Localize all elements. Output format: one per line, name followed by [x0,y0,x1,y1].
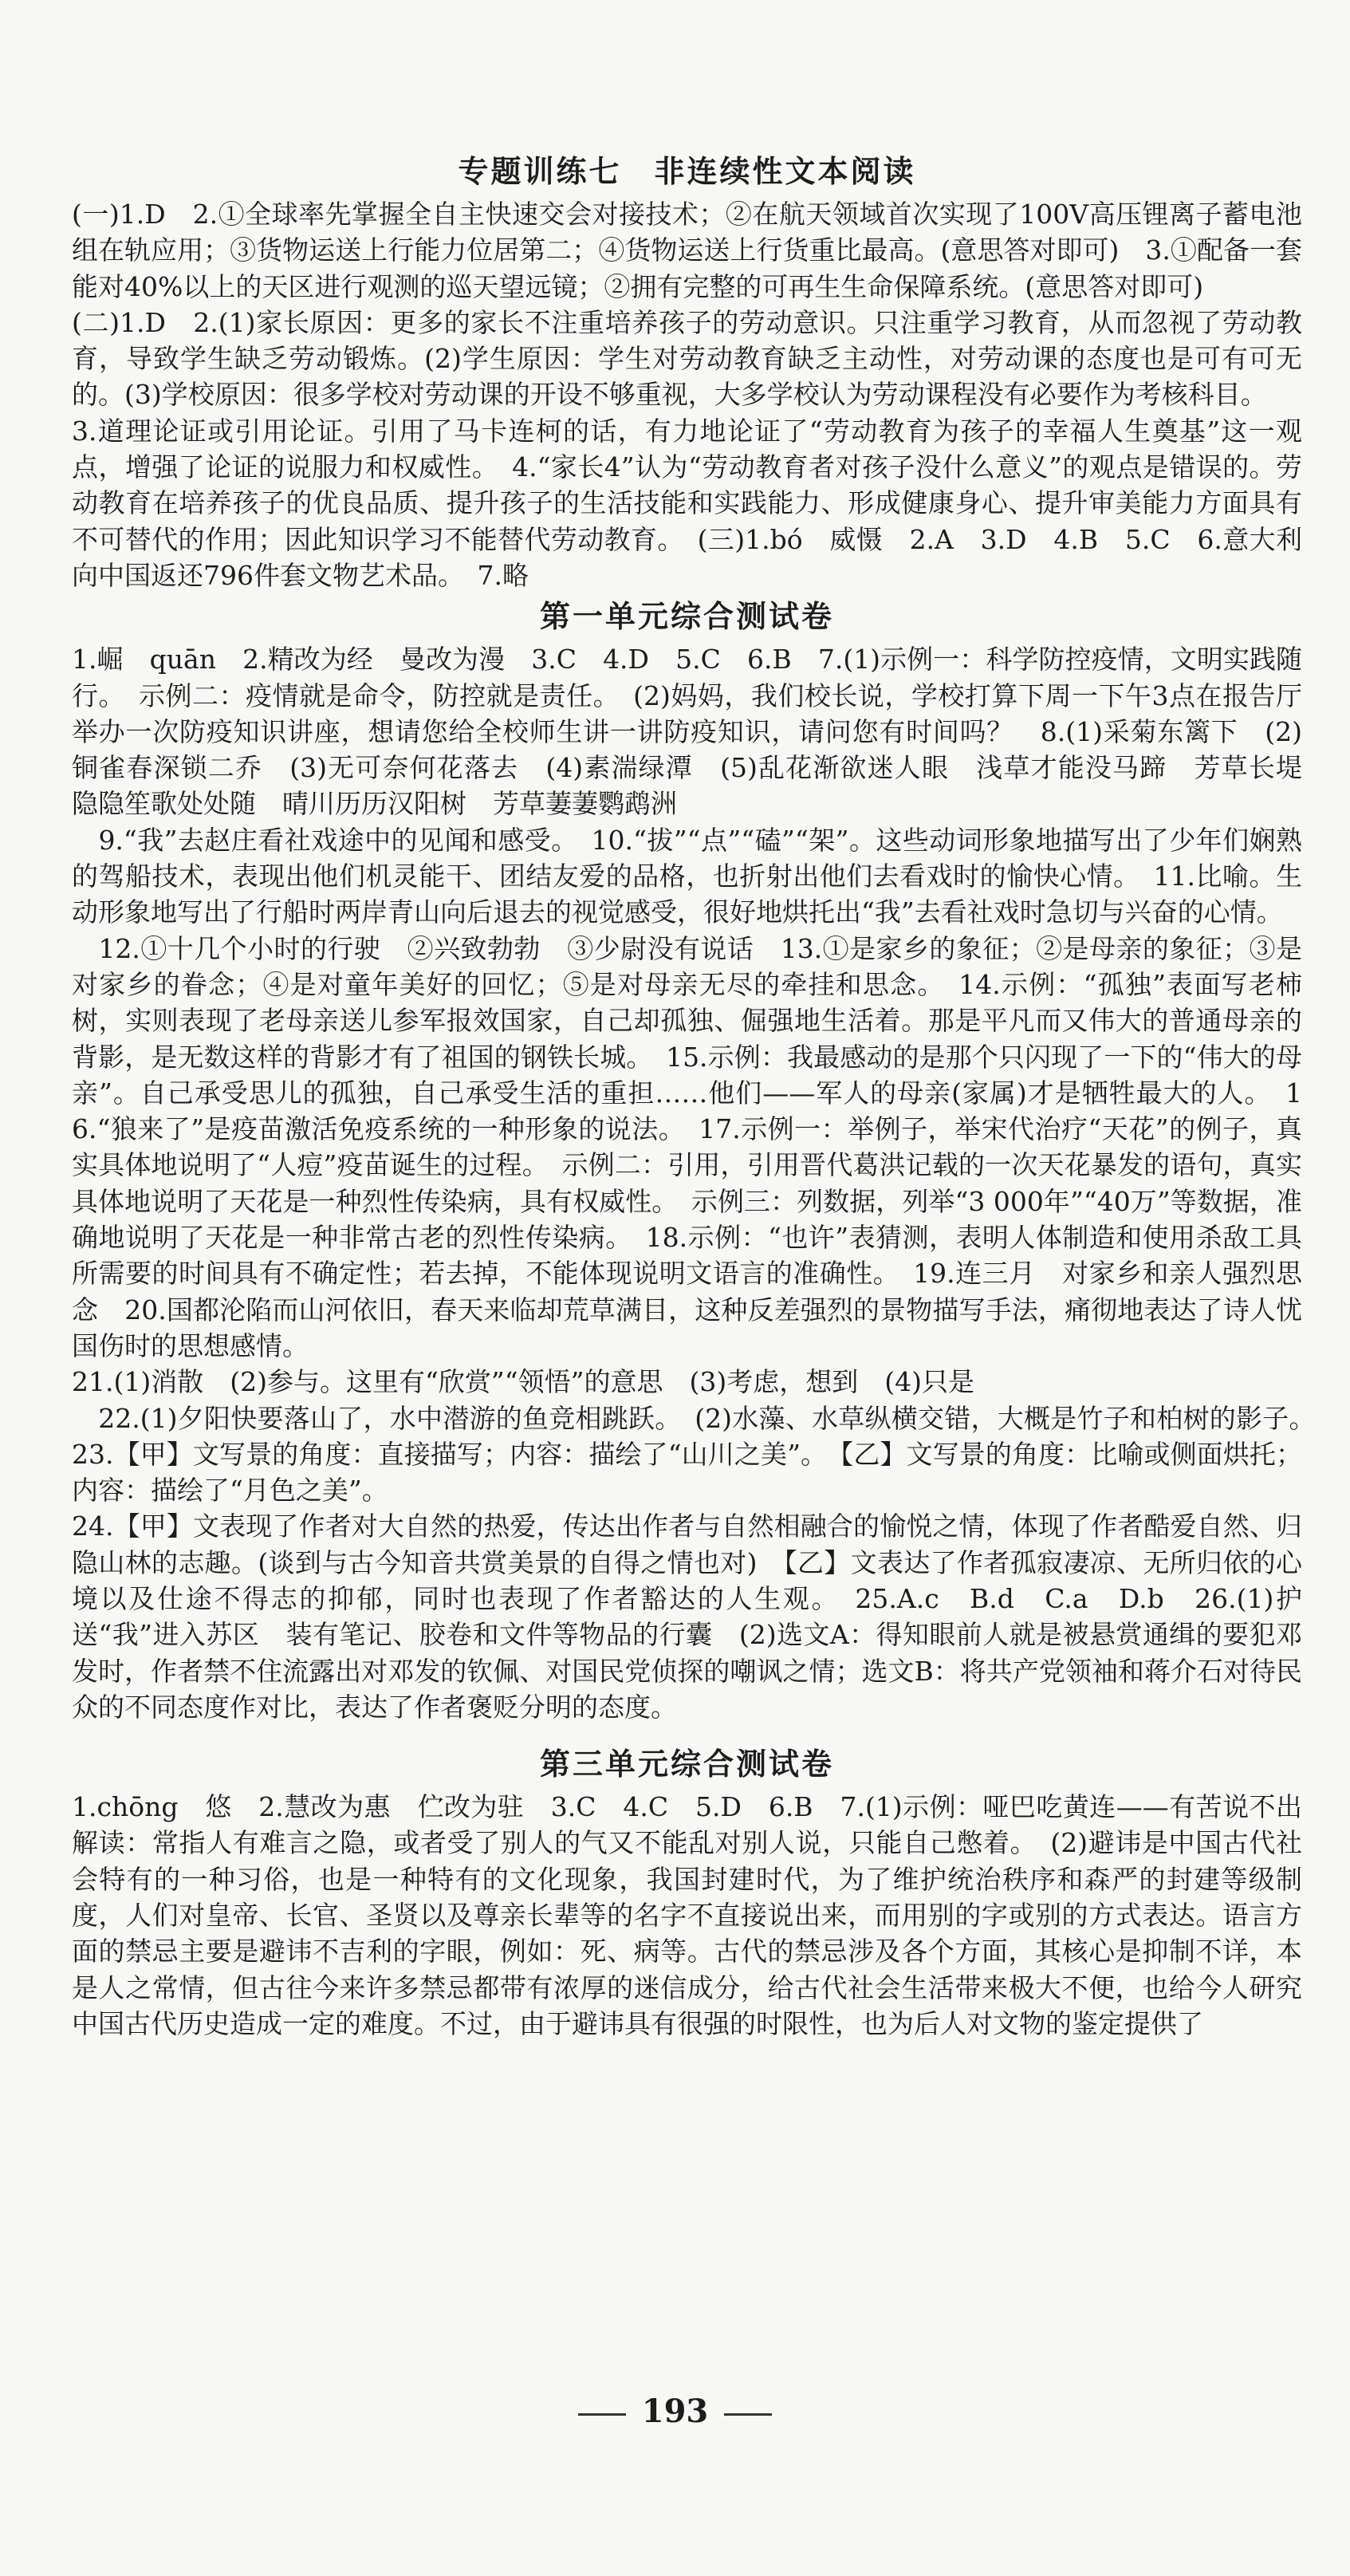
section-title: 专题训练七 非连续性文本阅读 [458,154,916,189]
footer-dash-right [724,2413,772,2416]
answer-paragraph: 21.(1)消散 (2)参与。这里有“欣赏”“领悟”的意思 (3)考虑，想到 (4)只是 [72,1366,974,1398]
page-footer [0,2393,1350,2430]
answer-paragraph: (一)1.D 2.①全球率先掌握全自主快速交会对接技术；②在航天领域首次实现了100V高压锂离子蓄电池组在轨应用；③货物运送上行能力位居第二；④货物运送上行货重比最高。(意思答对即可) 3.①配备一套能对40%以上的天区进行观测的巡天望远镜；②拥有完整的可再生生命保障系统。(意思答对即可) [72,199,1302,302]
answer-paragraph: 1.崛 quān 2.精改为经 曼改为漫 3.C 4.D 5.C 6.B 7.(1)示例一：科学防控疫情，文明实践随行。 示例二：疫情就是命令，防控就是责任。 (2)妈妈，我们校长说，学校打算下周一下午3点在报告厅举办一次防疫知识讲座，想请您给全校师生讲一讲防疫知识，请问您有时间吗？ 8.(1)采菊东篱下 (2)铜雀春深锁二乔 (3)无可奈何花落去 (4)素湍绿潭 (5)乱花渐欲迷人眼 浅草才能没马蹄 芳草长堤 隐隐笙歌处处随 晴川历历汉阳树 芳草萋萋鹦鹉洲 [72,644,1328,820]
answer-paragraph: 12.①十几个小时的行驶 ②兴致勃勃 ③少尉没有说话 13.①是家乡的象征；②是母亲的象征；③是对家乡的眷念；④是对童年美好的回忆；⑤是对母亲无尽的牵挂和思念。 14.示例：“孤独”表面写老柿树，实则表现了老母亲送儿参军报效国家，自己却孤独、倔强地生活着。那是平凡而又伟大的普通母亲的背影，是无数这样的背影才有了祖国的钢铁长城。 15.示例：我最感动的是那个只闪现了一下的“伟大的母亲”。自己承受思儿的孤独，自己承受生活的重担……他们——军人的母亲(家属)才是牺牲最大的人。 16.“狼来了”是疫苗激活免疫系统的一种形象的说法。 17.示例一：举例子，举宋代治疗“天花”的例子，真实具体地说明了“人痘”疫苗诞生的过程。 示例二：引用，引用晋代葛洪记载的一次天花暴发的语句，真实具体地说明了天花是一种烈性传染病，具有权威性。 示例三：列数据，列举“3 000年”“40万”等数据，准确地说明了天花是一种非常古老的烈性传染病。 18.示例：“也许”表猜测，表明人体制造和使用杀敌工具所需要的时间具有不确定性；若去掉，不能体现说明文语言的准确性。 19.连三月 对家乡和亲人强烈思念 20.国都沦陷而山河依旧，春天来临却荒草满目，这种反差强烈的景物描写手法，痛彻地表达了诗人忧国伤时的思想感情。 [72,932,1302,1361]
answer-paragraph: (二)1.D 2.(1)家长原因：更多的家长不注重培养孩子的劳动意识。只注重学习教育，从而忽视了劳动教育，导致学生缺乏劳动锻炼。(2)学生原因：学生对劳动教育缺乏主动性，对劳动课的态度也是可有可无的。(3)学校原因：很多学校对劳动课的开设不够重视，大多学校认为劳动课程没有必要作为考核科目。 [72,306,1302,411]
section-title: 第一单元综合测试卷 [539,599,834,635]
footer-dash-left [578,2413,626,2416]
answer-paragraph: 22.(1)夕阳快要落山了，水中潜游的鱼竞相跳跃。 (2)水藻、水草纵横交错，大概是竹子和柏树的影子。 23.【甲】文写景的角度：直接描写；内容：描绘了“山川之美”。 【乙】文写景的角度：比喻或侧面烘托；内容：描绘了“月色之美”。 [72,1402,1328,1507]
answer-paragraph: 3.道理论证或引用论证。引用了马卡连柯的话，有力地论证了“劳动教育为孩子的幸福人生奠基”这一观点，增强了论证的说服力和权威性。 4.“家长4”认为“劳动教育者对孩子没什么意义”的观点是错误的。劳动教育在培养孩子的优良品质、提升孩子的生活技能和实践能力、形成健康身心、提升审美能力方面具有不可替代的作用；因此知识学习不能替代劳动教育。 (三)1.bó 威慑 2.A 3.D 4.B 5.C 6.意大利向中国返还796件套文物艺术品。 7.略 [72,415,1302,591]
page-number: 193 [641,2393,709,2430]
answer-paragraph: 9.“我”去赵庄看社戏途中的见闻和感受。 10.“拔”“点”“磕”“架”。这些动词形象地描写出了少年们娴熟的驾船技术，表现出他们机灵能干、团结友爱的品格，也折射出他们去看戏时的愉快心情。 11.比喻。生动形象地写出了行船时两岸青山向后退去的视觉感受，很好地烘托出“我”去看社戏时急切与兴奋的心情。 [72,824,1302,928]
answer-paragraph: 1.chōng 悠 2.慧改为惠 伫改为驻 3.C 4.C 5.D 6.B 7.(1)示例：哑巴吃黄连——有苦说不出 解读：常指人有难言之隐，或者受了别人的气又不能乱对别人说，只能自己憋着。 (2)避讳是中国古代社会特有的一种习俗，也是一种特有的文化现象，我国封建时代，为了维护统治秩序和森严的封建等级制度，人们对皇帝、长官、圣贤以及尊亲长辈等的名字不直接说出来，而用别的字或别的方式表达。语言方面的禁忌主要是避讳不吉利的字眼，例如：死、病等。古代的禁忌涉及各个方面，其核心是抑制不详，本是人之常情，但古往今来许多禁忌都带有浓厚的迷信成分，给古代社会生活带来极大不便，也给今人研究中国古代历史造成一定的难度。不过，由于避讳具有很强的时限性，也为后人对文物的鉴定提供了 [72,1791,1328,2039]
answer-paragraph: 24.【甲】文表现了作者对大自然的热爱，传达出作者与自然相融合的愉悦之情，体现了作者酷爱自然、归隐山林的志趣。(谈到与古今知音共赏美景的自得之情也对) 【乙】文表达了作者孤寂凄凉、无所归依的心境以及仕途不得志的抑郁，同时也表现了作者豁达的人生观。 25.A.c B.d C.a D.b 26.(1)护送“我”进入苏区 装有笔记、胶卷和文件等物品的行囊 (2)选文A：得知眼前人就是被悬赏通缉的要犯邓发时，作者禁不住流露出对邓发的钦佩、对国民党侦探的嘲讽之情；选文B：将共产党领袖和蒋介石对待民众的不同态度作对比，表达了作者褒贬分明的态度。 [72,1511,1302,1723]
section-title: 第三单元综合测试卷 [539,1747,834,1782]
